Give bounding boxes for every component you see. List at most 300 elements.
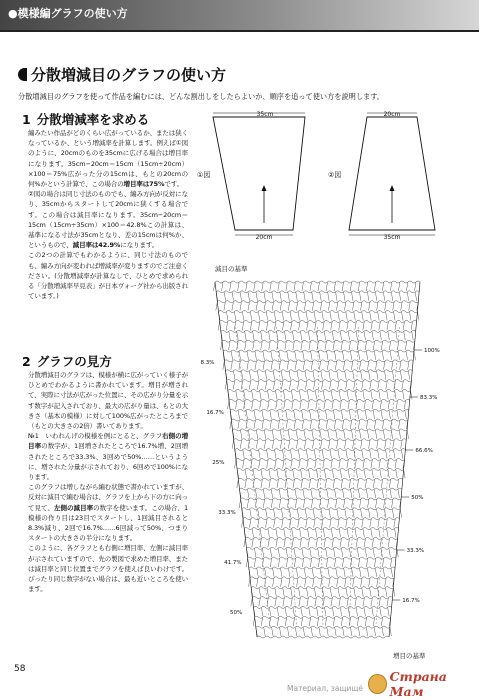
logo-icon (368, 674, 387, 694)
stitch-mark (288, 292, 290, 301)
stitch-mark (355, 598, 357, 607)
stitch-mark (367, 361, 369, 370)
stitch-mark (229, 331, 231, 340)
stitch-mark (401, 440, 403, 449)
stitch-mark (249, 381, 251, 390)
stitch-mark (359, 292, 361, 301)
stitch-mark (258, 509, 260, 518)
stitch-mark (395, 529, 397, 538)
chain-row (235, 449, 406, 451)
stitch-mark (247, 489, 249, 498)
stitch-mark (300, 538, 302, 547)
diagram-2 (328, 111, 435, 241)
stitch-mark (404, 331, 406, 340)
stitch-mark (294, 548, 296, 557)
stitch-mark (293, 617, 295, 626)
stitch-mark (257, 578, 259, 587)
stitch-mark (366, 489, 368, 498)
stitch-mark (325, 479, 327, 488)
stitch-mark (377, 302, 379, 311)
stitch-mark (296, 302, 298, 311)
watermark-logo-text: Страна Мам (389, 669, 447, 699)
stitch-mark (340, 400, 342, 409)
stitch-mark (303, 361, 305, 370)
stitch-mark (304, 292, 306, 301)
stitch-mark (272, 430, 274, 439)
stitch-mark (311, 627, 313, 636)
stitch-mark (389, 479, 391, 488)
stitch-mark (282, 321, 284, 330)
stitch-mark (346, 519, 348, 528)
stitch-mark (352, 430, 354, 439)
stitch-mark (405, 341, 407, 350)
stitch-mark (315, 460, 317, 469)
stitch-mark (334, 351, 336, 360)
stitch-mark (268, 538, 270, 547)
stitch-mark (317, 607, 319, 616)
stitch-mark (254, 282, 256, 291)
stitch-mark (279, 351, 281, 360)
stitch-mark (274, 312, 276, 321)
stitch-mark (356, 607, 358, 616)
stitch-mark (291, 598, 293, 607)
stitch-mark (336, 430, 338, 439)
stitch-mark (298, 450, 300, 459)
stitch-mark (342, 420, 344, 429)
stitch-mark (260, 390, 262, 399)
stitch-mark (285, 607, 287, 616)
section-title-text: 分散増減目のグラフの使い方 (31, 66, 227, 84)
stitch-mark (370, 519, 372, 528)
stitch-mark (358, 351, 360, 360)
stitch-mark (240, 440, 242, 449)
stitch-mark (414, 351, 416, 360)
stitch-mark (303, 499, 305, 508)
stitch-mark (260, 400, 262, 409)
stitch-mark (340, 469, 342, 478)
stitch-mark (350, 420, 352, 429)
stitch-mark (341, 617, 343, 626)
stitch-mark (376, 509, 378, 518)
stitch-mark (241, 371, 243, 380)
stitch-mark (392, 361, 394, 370)
stitch-mark (337, 371, 339, 380)
stitch-mark (283, 588, 285, 597)
stitch-mark (393, 440, 395, 449)
stitch-mark (390, 351, 392, 360)
stitch-mark (296, 440, 298, 449)
stitch-mark (250, 312, 252, 321)
stitch-mark (414, 282, 416, 291)
stitch-mark (337, 440, 339, 449)
stitch-mark (336, 292, 338, 301)
stitch-mark (327, 489, 329, 498)
stitch-mark (373, 617, 375, 626)
stitch-mark (385, 588, 387, 597)
stitch-mark (251, 450, 253, 459)
stitch-mark (396, 400, 398, 409)
stitch-mark (318, 282, 320, 291)
stitch-mark (412, 331, 414, 340)
stitch-mark (390, 282, 392, 291)
stitch-mark (284, 538, 286, 547)
stitch-mark (224, 302, 226, 311)
stitch-mark (388, 607, 390, 616)
stitch-mark (358, 420, 360, 429)
stitch-mark (269, 331, 271, 340)
stitch-mark (265, 568, 267, 577)
stitch-mark (328, 302, 330, 311)
stitch-mark (293, 479, 295, 488)
diagram-1 (197, 111, 305, 241)
stitch-mark (238, 420, 240, 429)
stitch-mark (287, 627, 289, 636)
stitch-mark (296, 430, 298, 439)
stitch-mark (385, 302, 387, 311)
stitch-mark (376, 371, 378, 380)
stitch-mark (245, 331, 247, 340)
stitch-mark (248, 292, 250, 301)
stitch-mark (288, 440, 290, 449)
stitch-mark (243, 450, 245, 459)
stitch-mark (302, 548, 304, 557)
stitch-mark (214, 282, 216, 291)
stitch-mark (322, 519, 324, 528)
stitch-mark (363, 321, 365, 330)
stitch-mark (282, 450, 284, 459)
stitch-mark (390, 627, 392, 636)
stitch-mark (326, 548, 328, 557)
stitch-mark (358, 627, 360, 636)
stitch-mark (269, 469, 271, 478)
chain-row (237, 468, 403, 470)
chain-row (220, 320, 417, 322)
stitch-mark (290, 321, 292, 330)
stitch-mark (338, 588, 340, 597)
stitch-mark (387, 598, 389, 607)
chain-row (238, 478, 402, 480)
stitch-mark (371, 460, 373, 469)
stitch-mark (292, 529, 294, 538)
stitch-mark (259, 588, 261, 597)
stitch-mark (326, 282, 328, 291)
stitch-mark (254, 558, 256, 567)
part1-heading (22, 110, 149, 128)
stitch-mark (261, 479, 263, 488)
stitch-mark (248, 430, 250, 439)
stitch-mark (402, 312, 404, 321)
part2-p3-bold: 左側の減目率 (53, 503, 94, 512)
stitch-mark (277, 469, 279, 478)
stitch-mark (246, 558, 248, 567)
stitch-mark (328, 568, 330, 577)
stitch-mark (320, 302, 322, 311)
stitch-mark (320, 568, 322, 577)
stitch-mark (307, 460, 309, 469)
stitch-mark (224, 292, 226, 301)
stitch-mark (348, 538, 350, 547)
stitch-mark (272, 627, 274, 636)
stitch-mark (400, 371, 402, 380)
stitch-mark (257, 568, 259, 577)
stitch-mark (355, 321, 357, 330)
stitch-mark (327, 351, 329, 360)
stitch-mark (315, 598, 317, 607)
stitch-mark (274, 321, 276, 330)
chain-row (217, 301, 418, 303)
stitch-mark (309, 479, 311, 488)
stitch-mark (394, 312, 396, 321)
stitch-mark (375, 361, 377, 370)
stitch-mark (305, 381, 307, 390)
stitch-mark (327, 627, 329, 636)
stitch-mark (292, 331, 294, 340)
stitch-mark (385, 578, 387, 587)
stitch-mark (316, 538, 318, 547)
stitch-mark (286, 558, 288, 567)
stitch-mark (314, 381, 316, 390)
stitch-mark (381, 548, 383, 557)
stitch-mark (267, 588, 269, 597)
stitch-mark (261, 607, 263, 616)
stitch-mark (280, 568, 282, 577)
stitch-mark (371, 321, 373, 330)
stitch-mark (245, 341, 247, 350)
stitch-mark (293, 341, 295, 350)
stitch-mark (359, 361, 361, 370)
stitch-mark (326, 558, 328, 567)
stitch-mark (310, 410, 312, 419)
stitch-mark (386, 450, 388, 459)
stitch-mark (370, 381, 372, 390)
part1-title: 分散増減率を求める (36, 112, 150, 127)
stitch-mark (311, 499, 313, 508)
stitch-mark (261, 469, 263, 478)
stitch-mark (378, 519, 380, 528)
fan-spine (277, 327, 297, 627)
stitch-mark (291, 460, 293, 469)
stitch-mark (283, 460, 285, 469)
stitch-mark (294, 558, 296, 567)
stitch-mark (340, 538, 342, 547)
part2-title: グラフの見方 (36, 354, 112, 369)
chain-row (229, 399, 410, 401)
fan-spine (349, 327, 358, 627)
stitch-mark (320, 292, 322, 301)
stitch-mark (335, 499, 337, 508)
chain-row (234, 439, 407, 441)
stitch-mark (348, 607, 350, 616)
stitch-mark (288, 568, 290, 577)
stitch-mark (315, 390, 317, 399)
left-rate-label: 8.3% (200, 360, 215, 366)
stitch-mark (226, 312, 228, 321)
stitch-mark (330, 588, 332, 597)
chart-rate-labels (200, 348, 439, 616)
stitch-mark (225, 381, 227, 390)
stitch-mark (328, 430, 330, 439)
stitch-mark (276, 529, 278, 538)
stitch-mark (362, 312, 364, 321)
stitch-mark (346, 450, 348, 459)
stitch-mark (348, 331, 350, 340)
stitch-mark (230, 420, 232, 429)
fan-spine (236, 327, 271, 627)
stitch-mark (330, 312, 332, 321)
stitch-mark (323, 529, 325, 538)
stitch-mark (342, 351, 344, 360)
stitch-mark (411, 390, 413, 399)
stitch-mark (374, 489, 376, 498)
left-rate-label: 41.7% (224, 560, 242, 566)
stitch-mark (301, 469, 303, 478)
stitch-mark (324, 538, 326, 547)
stitch-mark (250, 519, 252, 528)
stitch-mark (312, 430, 314, 439)
stitch-mark (335, 361, 337, 370)
stitch-mark (277, 617, 279, 626)
stitch-mark (366, 420, 368, 429)
stitch-mark (381, 617, 383, 626)
stitch-mark (341, 479, 343, 488)
stitch-mark (257, 381, 259, 390)
stitch-mark (401, 302, 403, 311)
stitch-mark (409, 312, 411, 321)
stitch-mark (304, 568, 306, 577)
stitch-mark (356, 331, 358, 340)
stitch-mark (239, 499, 241, 508)
stitch-mark (357, 617, 359, 626)
stitch-mark (403, 390, 405, 399)
stitch-mark (331, 529, 333, 538)
stitch-mark (294, 410, 296, 419)
stitch-mark (347, 390, 349, 399)
stitch-mark (389, 548, 391, 557)
stitch-mark (365, 548, 367, 557)
stitch-mark (264, 292, 266, 301)
stitch-mark (322, 312, 323, 321)
stitch-mark (417, 312, 419, 321)
intro-text: 分散増減目のグラフを使って作品を編むには、どんな割出しをしたらよいか、順序を追って使い方を説明します。 (18, 92, 384, 101)
stitch-mark (374, 558, 376, 567)
stitch-mark (336, 302, 338, 311)
stitch-mark (263, 489, 265, 498)
stitch-mark (352, 568, 354, 577)
watermark-text: Материал, защищё (287, 684, 364, 693)
stitch-mark (366, 627, 368, 636)
stitch-mark (311, 489, 313, 498)
stitch-mark (270, 548, 272, 557)
stitch-mark (375, 499, 377, 508)
stitch-mark (252, 538, 254, 547)
stitch-mark (237, 331, 239, 340)
stitch-mark (392, 371, 394, 380)
stitch-mark (334, 558, 336, 567)
stitch-mark (369, 578, 371, 587)
stitch-mark (280, 302, 282, 311)
stitch-mark (319, 351, 321, 360)
stitch-mark (327, 499, 329, 508)
stitch-mark (307, 598, 309, 607)
part2-p2-text: №1 いわれんげの模様を例にとると、グラフ (28, 432, 163, 441)
diagram1-bottom-label: 20cm (255, 234, 273, 241)
stitch-mark (315, 321, 317, 330)
stitch-mark (262, 410, 264, 419)
stitch-mark (383, 292, 385, 301)
stitch-mark (383, 568, 385, 577)
stitch-chart (195, 262, 479, 662)
stitch-mark (253, 617, 255, 626)
stitch-mark (280, 292, 282, 301)
stitch-mark (295, 499, 297, 508)
part1-paragraph-1 (28, 128, 188, 189)
stitch-mark (250, 509, 252, 518)
stitch-mark (325, 341, 327, 350)
chain-row (236, 459, 405, 461)
stitch-mark (351, 361, 353, 370)
stitch-mark (337, 578, 339, 587)
stitch-mark (396, 331, 398, 340)
stitch-mark (344, 568, 346, 577)
stitch-mark (308, 538, 310, 547)
stitch-mark (323, 390, 325, 399)
stitch-mark (274, 509, 276, 518)
stitch-mark (223, 361, 225, 370)
stitch-mark (369, 509, 371, 518)
stitch-mark (350, 282, 352, 291)
stitch-mark (283, 598, 285, 607)
stitch-mark (400, 361, 402, 370)
stitch-mark (254, 548, 256, 557)
stitch-mark (303, 489, 305, 498)
stitch-mark (312, 292, 314, 301)
stitch-mark (381, 410, 383, 419)
stitch-mark (279, 489, 281, 498)
stitch-mark (253, 469, 255, 478)
stitch-mark (309, 341, 311, 350)
stitch-mark (365, 617, 367, 626)
stitch-mark (347, 529, 349, 538)
stitch-mark (332, 400, 334, 409)
stitch-mark (311, 361, 313, 370)
stitch-mark (338, 450, 340, 459)
part2-p3-mid: の数字を使います。この場合、1模様の作り目は23目でスタートし、1回減目されると8.3%減り、2回で16.7%……6回減って50%、つまりスタートの大きさの半分になります。 (28, 503, 188, 543)
stitch-mark (397, 479, 399, 488)
stitch-mark (367, 430, 369, 439)
stitch-mark (289, 381, 291, 390)
stitch-mark (278, 420, 280, 429)
stitch-mark (247, 361, 249, 370)
stitch-mark (361, 578, 363, 587)
stitch-mark (307, 529, 309, 538)
stitch-mark (379, 598, 381, 607)
stitch-mark (377, 578, 379, 587)
stitch-mark (313, 509, 315, 518)
stitch-mark (361, 440, 363, 449)
chain-row (227, 380, 412, 382)
stitch-mark (352, 302, 354, 311)
stitch-mark (304, 440, 306, 449)
stitch-mark (373, 410, 375, 419)
right-rate-label: 50% (411, 495, 424, 501)
stitch-mark (324, 469, 326, 478)
stitch-mark (355, 390, 357, 399)
stitch-mark (378, 450, 380, 459)
stitch-mark (270, 420, 272, 429)
stitch-mark (374, 282, 376, 291)
stitch-mark (240, 292, 242, 301)
stitch-mark (326, 420, 328, 429)
